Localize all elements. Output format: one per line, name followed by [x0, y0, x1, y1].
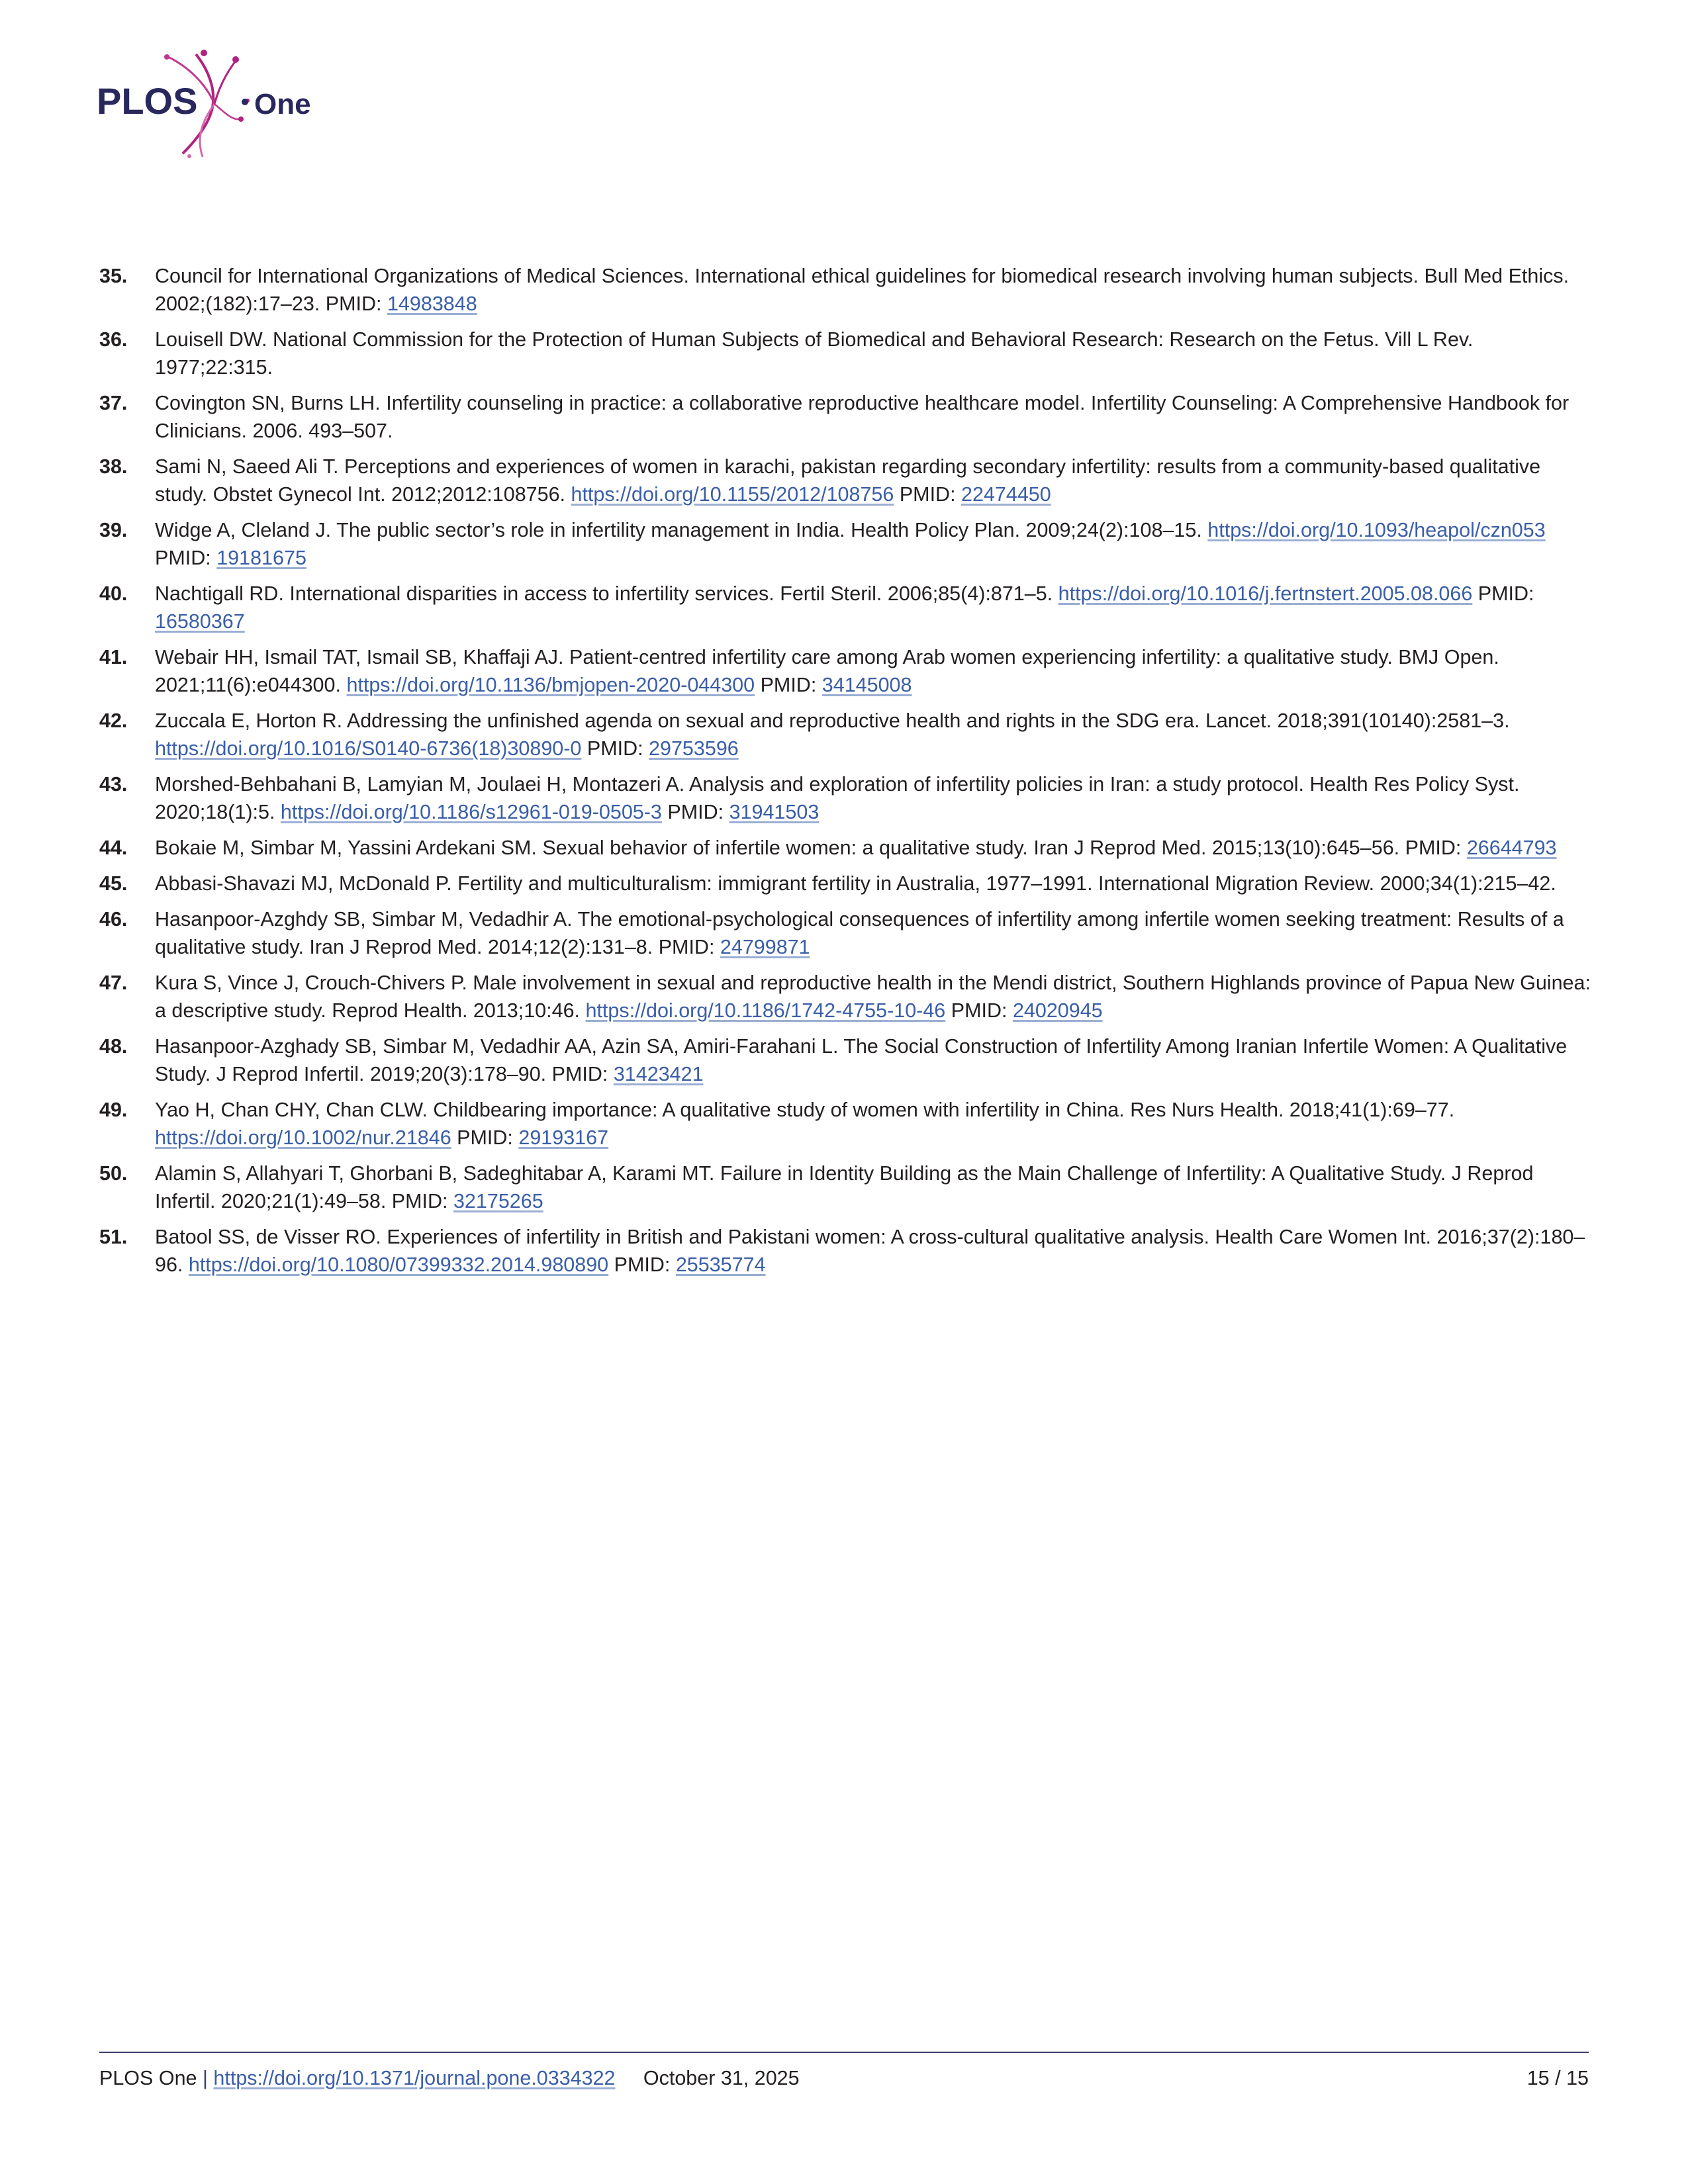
reference-text-segment: Louisell DW. National Commission for the Protection of Human Subjects of Biomedical and Behavioral Research: Research on the Fetus. Vill L Rev. 1977;22:315. [155, 328, 1474, 379]
reference-number: 38. [99, 455, 128, 478]
pmid-link[interactable]: 34145008 [821, 674, 912, 696]
doi-link[interactable]: https://doi.org/10.1093/heapol/czn053 [1207, 519, 1546, 541]
reference-text-segment: Nachtigall RD. International disparities in access to infertility services. Fertil Steril. 2006;85(4):871–5. [155, 582, 1058, 605]
reference-text [155, 643, 1595, 699]
pmid-link[interactable]: 16580367 [155, 610, 245, 633]
pmid-link[interactable]: 19181675 [216, 547, 306, 569]
reference-text [155, 262, 1595, 318]
pmid-link[interactable]: 29753596 [649, 737, 739, 760]
reference-text-segment: PMID: [755, 674, 822, 696]
footer-journal: PLOS One [99, 2067, 197, 2089]
reference-item [99, 1223, 1595, 1279]
reference-text [155, 516, 1595, 572]
page-footer [99, 2065, 1589, 2091]
plos-one-logo [97, 41, 335, 167]
footer-doi-link[interactable]: https://doi.org/10.1371/journal.pone.0334322 [213, 2067, 616, 2089]
reference-number: 50. [99, 1162, 128, 1185]
reference-item [99, 707, 1595, 762]
reference-text-segment: Hasanpoor-Azghady SB, Simbar M, Vedadhir AA, Azin SA, Amiri-Farahani L. The Social Construction of Infertility Among Iranian Infertile Women: A Qualitative Study. J Reprod Infertil. 2019;20(3):178–90. PMID: [155, 1035, 1568, 1085]
doi-link[interactable]: https://doi.org/10.1186/1742-4755-10-46 [585, 999, 946, 1022]
reference-text-segment: PMID: [608, 1253, 676, 1276]
reference-number: 36. [99, 328, 128, 351]
reference-number: 45. [99, 872, 128, 895]
reference-item [99, 1032, 1595, 1088]
reference-number: 41. [99, 646, 128, 668]
reference-number: 47. [99, 972, 128, 994]
pmid-link[interactable]: 25535774 [675, 1253, 766, 1276]
reference-text-segment: PMID: [581, 737, 649, 760]
footer-divider [99, 2052, 1589, 2053]
reference-number: 48. [99, 1035, 128, 1058]
reference-item [99, 834, 1595, 862]
reference-text-segment: Sami N, Saeed Ali T. Perceptions and experiences of women in karachi, pakistan regarding secondary infertility: results from a community-based qualitative study. Obstet Gynecol Int. 2012;2012:108756. [155, 455, 1541, 506]
reference-text [155, 870, 1595, 897]
page-number: 15 / 15 [1526, 2067, 1589, 2089]
reference-text [155, 389, 1595, 445]
reference-number: 37. [99, 392, 128, 414]
reference-item [99, 969, 1595, 1024]
pmid-link[interactable]: 24020945 [1012, 999, 1103, 1022]
reference-item [99, 453, 1595, 508]
reference-number: 39. [99, 519, 128, 541]
reference-text-segment: Bokaie M, Simbar M, Yassini Ardekani SM. Sexual behavior of infertile women: a qualitative study. Iran J Reprod Med. 2015;13(10):645–56. PMID: [155, 837, 1467, 859]
reference-item [99, 580, 1595, 635]
reference-text [155, 453, 1595, 508]
reference-text [155, 326, 1595, 381]
reference-list [99, 262, 1595, 1287]
reference-text [155, 1096, 1595, 1152]
reference-text-segment: Webair HH, Ismail TAT, Ismail SB, Khaffaji AJ. Patient-centred infertility care among Arab women experiencing infertility: a qualitative study. BMJ Open. 2021;11(6):e044300. [155, 646, 1499, 696]
reference-text-segment: Abbasi-Shavazi MJ, McDonald P. Fertility and multiculturalism: immigrant fertility in Australia, 1977–1991. International Migration Review. 2000;34(1):215–42. [155, 872, 1556, 895]
doi-link[interactable]: https://doi.org/10.1016/j.fertnstert.2005.08.066 [1058, 582, 1473, 605]
reference-text-segment: Alamin S, Allahyari T, Ghorbani B, Sadeghitabar A, Karami MT. Failure in Identity Building as the Main Challenge of Infertility: A Qualitative Study. J Reprod Infertil. 2020;21(1):49–58. PMID: [155, 1162, 1534, 1212]
doi-link[interactable]: https://doi.org/10.1186/s12961-019-0505-3 [280, 801, 662, 823]
reference-number: 44. [99, 837, 128, 859]
reference-text-segment: Zuccala E, Horton R. Addressing the unfinished agenda on sexual and reproductive health and rights in the SDG era. Lancet. 2018;391(10140):2581–3. [155, 709, 1510, 732]
reference-item [99, 1096, 1595, 1152]
reference-item [99, 262, 1595, 318]
reference-item [99, 1160, 1595, 1215]
reference-number: 35. [99, 265, 128, 287]
reference-text-segment: PMID: [661, 801, 729, 823]
pmid-link[interactable]: 22474450 [961, 483, 1051, 506]
doi-link[interactable]: https://doi.org/10.1155/2012/108756 [571, 483, 894, 506]
reference-item [99, 389, 1595, 445]
doi-link[interactable]: https://doi.org/10.1136/bmjopen-2020-044300 [346, 674, 755, 696]
footer-date: October 31, 2025 [643, 2067, 800, 2089]
reference-item [99, 870, 1595, 897]
reference-text [155, 770, 1595, 826]
reference-text-segment: Morshed-Behbahani B, Lamyian M, Joulaei H, Montazeri A. Analysis and exploration of infertility policies in Iran: a study protocol. Health Res Policy Syst. 2020;18(1):5. [155, 773, 1520, 823]
pmid-link[interactable]: 31423421 [613, 1063, 704, 1085]
reference-item [99, 905, 1595, 961]
reference-number: 42. [99, 709, 128, 732]
pmid-link[interactable]: 31941503 [729, 801, 820, 823]
reference-number: 46. [99, 908, 128, 931]
reference-text [155, 834, 1595, 862]
reference-text [155, 1160, 1595, 1215]
reference-text-segment: Yao H, Chan CHY, Chan CLW. Childbearing importance: A qualitative study of women with infertility in China. Res Nurs Health. 2018;41(1):69–77. [155, 1099, 1455, 1121]
reference-text [155, 580, 1595, 635]
doi-link[interactable]: https://doi.org/10.1016/S0140-6736(18)30890-0 [155, 737, 582, 760]
reference-text-segment: Hasanpoor-Azghdy SB, Simbar M, Vedadhir A. The emotional-psychological consequences of infertility among infertile women seeking treatment: Results of a qualitative study. Iran J Reprod Med. 2014;12(2):131–8. PMID: [155, 908, 1564, 958]
pmid-link[interactable]: 29193167 [518, 1126, 609, 1149]
reference-number: 40. [99, 582, 128, 605]
reference-number: 43. [99, 773, 128, 796]
reference-text [155, 1032, 1595, 1088]
plos-logo-icon [97, 41, 335, 167]
reference-text-segment: Widge A, Cleland J. The public sector’s role in infertility management in India. Health Policy Plan. 2009;24(2):108–15. [155, 519, 1208, 541]
reference-text [155, 1223, 1595, 1279]
reference-text [155, 707, 1595, 762]
reference-text-segment: PMID: [1472, 582, 1534, 605]
reference-item [99, 770, 1595, 826]
pmid-link[interactable]: 14983848 [387, 293, 477, 315]
doi-link[interactable]: https://doi.org/10.1080/07399332.2014.980890 [188, 1253, 609, 1276]
reference-text-segment: PMID: [451, 1126, 519, 1149]
svg-text:One: One [254, 88, 311, 120]
pmid-link[interactable]: 32175265 [453, 1190, 543, 1212]
reference-text-segment: PMID: [945, 999, 1013, 1022]
reference-text [155, 905, 1595, 961]
reference-text-segment: Covington SN, Burns LH. Infertility counseling in practice: a collaborative reproductive healthcare model. Infertility Counseling: A Comprehensive Handbook for Clinicians. 2006. 493–507. [155, 392, 1570, 442]
footer-separator: | [202, 2067, 208, 2089]
reference-item [99, 326, 1595, 381]
reference-text-segment: Kura S, Vince J, Crouch-Chivers P. Male involvement in sexual and reproductive health in the Mendi district, Southern Highlands province of Papua New Guinea: a descriptive study. Reprod Health. 2013;10:46. [155, 972, 1591, 1022]
reference-text-segment: Council for International Organizations of Medical Sciences. International ethical guidelines for biomedical research involving human subjects. Bull Med Ethics. 2002;(182):17–23. PMID: [155, 265, 1570, 315]
reference-text-segment: Batool SS, de Visser RO. Experiences of infertility in British and Pakistani women: A cross-cultural qualitative analysis. Health Care Women Int. 2016;37(2):180–96. [155, 1226, 1585, 1276]
reference-number: 51. [99, 1226, 128, 1248]
reference-text [155, 969, 1595, 1024]
pmid-link[interactable]: 24799871 [720, 936, 810, 958]
doi-link[interactable]: https://doi.org/10.1002/nur.21846 [155, 1126, 451, 1149]
pmid-link[interactable]: 26644793 [1466, 837, 1557, 859]
svg-text:PLOS: PLOS [97, 80, 198, 122]
reference-number: 49. [99, 1099, 128, 1121]
reference-item [99, 516, 1595, 572]
reference-text-segment: PMID: [155, 547, 217, 569]
reference-item [99, 643, 1595, 699]
reference-text-segment: PMID: [894, 483, 962, 506]
